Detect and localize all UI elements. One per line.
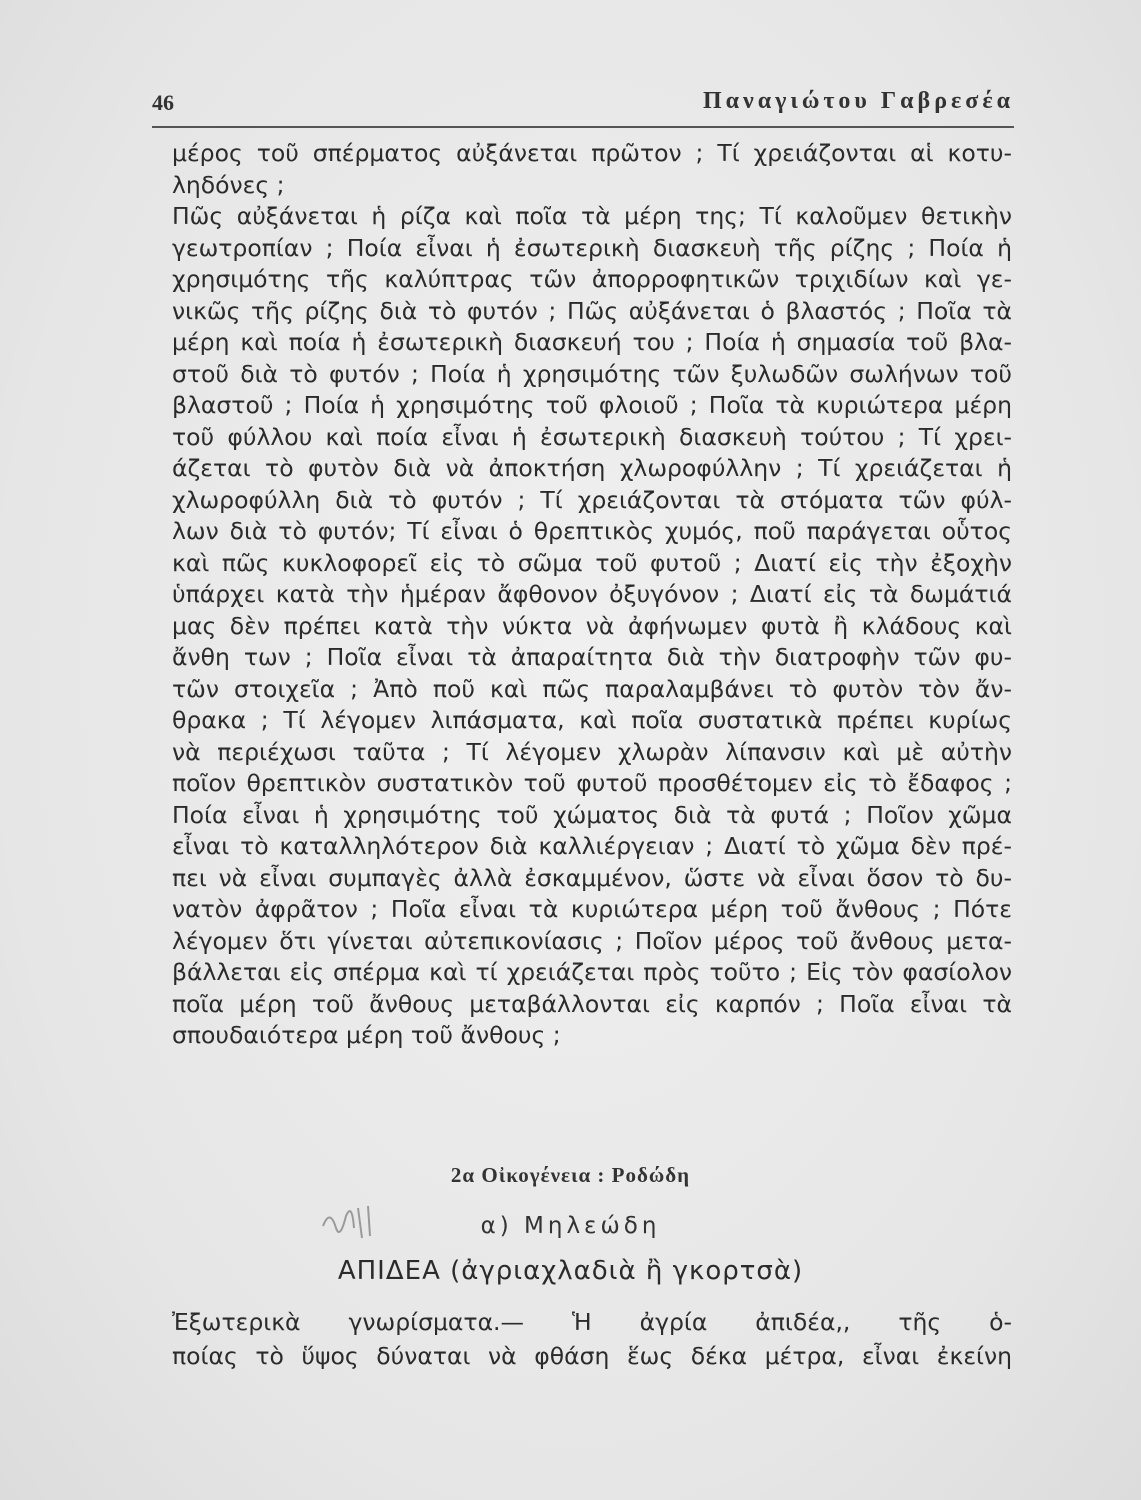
text-line: λων διὰ τὸ φυτόν; Τί εἶναι ὁ θρεπτικὸς χυμός, ποῦ παράγεται οὗτος: [172, 517, 1012, 545]
text-line: χρησιμότης τῆς καλύπτρας τῶν ἀπορροφητικῶν τριχιδίων καὶ γε-: [172, 265, 1012, 293]
text-line: ληδόνες ;: [172, 170, 285, 199]
body-paragraphs: [172, 138, 1012, 1052]
text-line: Πῶς αὐξάνεται ἡ ρίζα καὶ ποῖα τὰ μέρη της; Τί καλοῦμεν θετικὴν: [172, 202, 1012, 230]
text-line: νατὸν ἀφρᾶτον ; Ποῖα εἶναι τὰ κυριώτερα μέρη τοῦ ἄνθους ; Πότε: [172, 895, 1012, 923]
text-line: μέρος τοῦ σπέρματος αὐξάνεται πρῶτον ; Τί χρειάζονται αἱ κοτυ-: [172, 139, 1012, 167]
text-line: ποίας τὸ ὕψος δύναται νὰ φθάση ἕως δέκα μέτρα, εἶναι ἐκείνη: [172, 1342, 1012, 1370]
text-line: σπουδαιότερα μέρη τοῦ ἄνθους ;: [172, 1021, 561, 1049]
text-line: τῶν στοιχεῖα ; Ἀπὸ ποῦ καὶ πῶς παραλαμβάνει τὸ φυτὸν τὸν ἄν-: [172, 674, 1012, 703]
text-line: καὶ πῶς κυκλοφορεῖ εἰς τὸ σῶμα τοῦ φυτοῦ ; Διατί εἰς τὴν ἐξοχὴν: [172, 548, 1012, 577]
page-number: 46: [152, 90, 174, 115]
text-line: χλωροφύλλη διὰ τὸ φυτόν ; Τί χρειάζονται τὰ στόματα τῶν φύλ-: [172, 485, 1012, 514]
text-line: ἄνθη των ; Ποῖα εἶναι τὰ ἀπαραίτητα διὰ τὴν διατροφὴν τῶν φυ-: [172, 643, 1012, 671]
text-line: ποῖον θρεπτικὸν συστατικὸν τοῦ φυτοῦ προσθέτομεν εἰς τὸ ἔδαφος ;: [172, 769, 1012, 797]
text-line: βάλλεται εἰς σπέρμα καὶ τί χρειάζεται πρὸς τοῦτο ; Εἰς τὸν φασίολον: [172, 958, 1012, 986]
text-line: μέρη καὶ ποία ἡ ἐσωτερικὴ διασκευή του ; Ποία ἡ σημασία τοῦ βλα-: [172, 328, 1012, 356]
text-line: Ἐξωτερικὰ γνωρίσματα.— Ἡ ἀγρία ἀπιδέα,, τῆς ὁ-: [172, 1308, 1012, 1336]
family-heading: 2α Οἰκογένεια : Ροδώδη: [450, 1163, 691, 1187]
text-line: άζεται τὸ φυτὸν διὰ νὰ ἀποκτήση χλωροφύλλην ; Τί χρειάζεται ἡ: [172, 454, 1012, 482]
text-line: γεωτροπίαν ; Ποία εἶναι ἡ ἐσωτερικὴ διασκευὴ τῆς ρίζης ; Ποία ἡ: [172, 233, 1012, 262]
sub-heading: α) Μηλεώδη: [480, 1213, 661, 1239]
section-title: ΑΠΙΔΕΑ (ἀγριαχλαδιὰ ἢ γκορτσὰ): [337, 1256, 804, 1286]
text-line: νὰ περιέχωσι ταῦτα ; Τί λέγομεν χλωρὰν λίπανσιν καὶ μὲ αὐτὴν: [172, 737, 1012, 766]
page-header: [152, 80, 1014, 124]
text-line: βλαστοῦ ; Ποία ἡ χρησιμότης τοῦ φλοιοῦ ; Ποῖα τὰ κυριώτερα μέρη: [172, 391, 1012, 419]
header-rule: [152, 126, 1014, 128]
text-line: μας δὲν πρέπει κατὰ τὴν νύκτα νὰ ἀφήνωμεν φυτὰ ἢ κλάδους καὶ: [172, 611, 1012, 640]
text-line: θρακα ; Τί λέγομεν λιπάσματα, καὶ ποῖα συστατικὰ πρέπει κυρίως: [172, 706, 1012, 734]
text-line: Ποία εἶναι ἡ χρησιμότης τοῦ χώματος διὰ τὰ φυτά ; Ποῖον χῶμα: [172, 800, 1012, 829]
final-paragraph: [172, 1305, 1012, 1373]
text-line: νικῶς τῆς ρίζης διὰ τὸ φυτόν ; Πῶς αὐξάνεται ὁ βλαστός ; Ποῖα τὰ: [172, 296, 1012, 325]
running-head: Παναγιώτου Γαβρεσέα: [702, 88, 1014, 114]
text-line: πει νὰ εἶναι συμπαγὲς ἀλλὰ ἐσκαμμένον, ὥστε νὰ εἶναι ὅσον τὸ δυ-: [172, 863, 1012, 892]
text-line: λέγομεν ὅτι γίνεται αὐτεπικονίασις ; Ποῖον μέρος τοῦ ἄνθους μετα-: [172, 926, 1012, 955]
text-line: τοῦ φύλλου καὶ ποία εἶναι ἡ ἐσωτερικὴ διασκευὴ τούτου ; Τί χρει-: [172, 422, 1012, 451]
text-line: ποῖα μέρη τοῦ ἄνθους μεταβάλλονται εἰς καρπόν ; Ποῖα εἶναι τὰ: [172, 989, 1012, 1018]
text-line: ὑπάρχει κατὰ τὴν ἡμέραν ἄφθονον ὀξυγόνον ; Διατί εἰς τὰ δωμάτιά: [172, 580, 1012, 608]
text-line: εἶναι τὸ καταλληλότερον διὰ καλλιέργειαν ; Διατί τὸ χῶμα δὲν πρέ-: [172, 832, 1012, 860]
text-line: στοῦ διὰ τὸ φυτόν ; Ποία ἡ χρησιμότης τῶν ξυλωδῶν σωλήνων τοῦ: [172, 359, 1012, 388]
